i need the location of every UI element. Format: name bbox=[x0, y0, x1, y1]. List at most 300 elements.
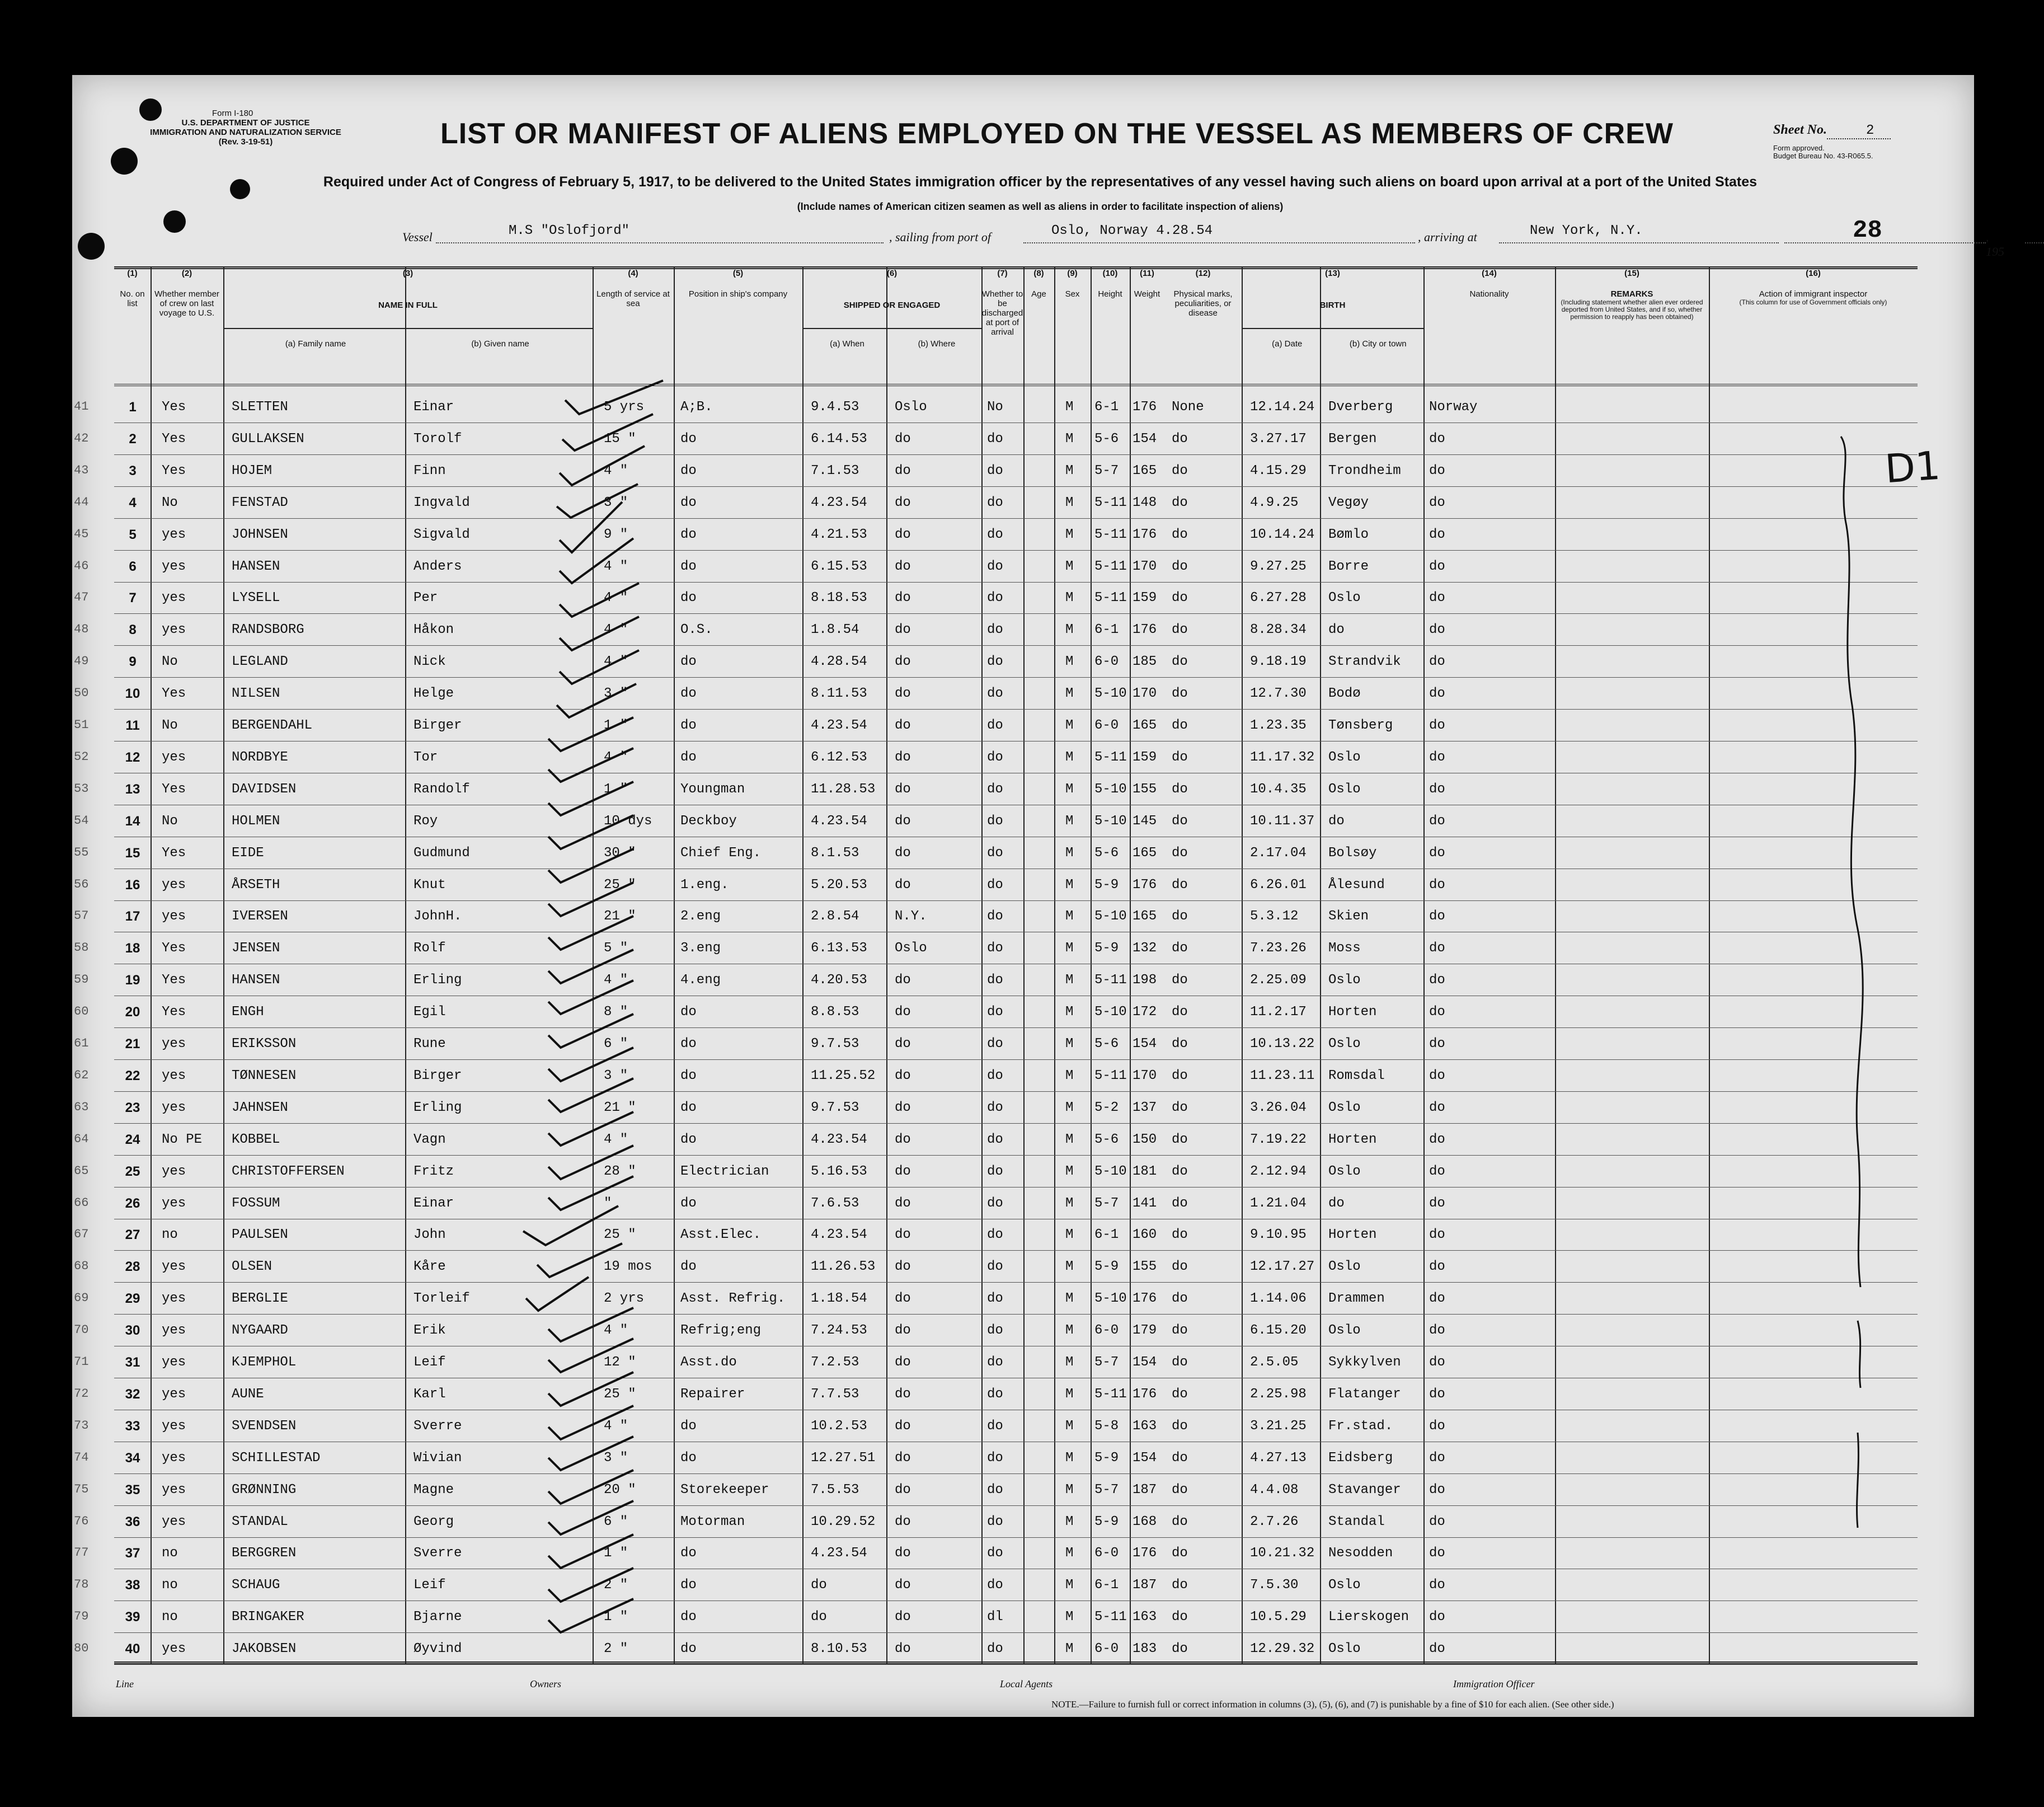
cell-marks: do bbox=[1172, 1355, 1188, 1370]
cell-no: 5 bbox=[129, 527, 137, 542]
line-number: 63 bbox=[74, 1100, 89, 1114]
arriving-label: , arriving at bbox=[1418, 230, 1477, 244]
cell-bdate: 4.9.25 bbox=[1250, 495, 1299, 510]
cell-height: 5-11 bbox=[1094, 495, 1127, 510]
cell-position: A;B. bbox=[680, 400, 713, 415]
cell-when: 7.2.53 bbox=[811, 1355, 859, 1370]
cell-nat: do bbox=[1429, 1005, 1445, 1020]
cell-no: 10 bbox=[125, 686, 140, 702]
cell-disch: do bbox=[987, 431, 1003, 447]
cell-where: N.Y. bbox=[895, 909, 927, 924]
cell-family: BERGLIE bbox=[232, 1291, 288, 1307]
cell-sex: M bbox=[1065, 400, 1074, 415]
cell-prev: yes bbox=[162, 1163, 186, 1179]
cell-disch: do bbox=[987, 1578, 1003, 1593]
cell-bdate: 12.14.24 bbox=[1250, 400, 1315, 415]
cell-disch: do bbox=[987, 1195, 1003, 1211]
cell-disch: do bbox=[987, 686, 1003, 702]
cell-no: 16 bbox=[125, 877, 140, 893]
line-number: 67 bbox=[74, 1227, 89, 1242]
cell-marks: do bbox=[1172, 781, 1188, 797]
cell-given: Helge bbox=[414, 686, 454, 702]
cell-disch: do bbox=[987, 1641, 1003, 1657]
cell-prev: yes bbox=[162, 1355, 186, 1370]
cell-bdate: 2.5.05 bbox=[1250, 1355, 1299, 1370]
cell-service: 2 " bbox=[604, 1578, 628, 1593]
cell-city: Horten bbox=[1328, 1005, 1377, 1020]
cell-city: Oslo bbox=[1328, 1641, 1361, 1657]
cell-sex: M bbox=[1065, 941, 1074, 956]
cell-given: Georg bbox=[414, 1514, 454, 1529]
cell-disch: do bbox=[987, 1005, 1003, 1020]
cell-weight: 170 bbox=[1133, 686, 1157, 702]
cell-bdate: 10.14.24 bbox=[1250, 527, 1315, 542]
cell-city: do bbox=[1328, 622, 1345, 638]
cell-position: do bbox=[680, 1036, 697, 1052]
cell-prev: Yes bbox=[162, 845, 186, 861]
inspector-mark: D1 bbox=[1883, 442, 1942, 492]
column-header: (12) Physical marks, peculiarities, or disease bbox=[1173, 269, 1233, 318]
cell-nat: do bbox=[1429, 877, 1445, 893]
cell-service: 20 " bbox=[604, 1482, 636, 1498]
line-number: 72 bbox=[74, 1386, 89, 1401]
cell-prev: yes bbox=[162, 1291, 186, 1307]
cell-marks: do bbox=[1172, 1609, 1188, 1625]
cell-height: 5-11 bbox=[1094, 973, 1127, 988]
cell-marks: do bbox=[1172, 1005, 1188, 1020]
cell-height: 5-11 bbox=[1094, 1386, 1127, 1402]
cell-weight: 137 bbox=[1133, 1100, 1157, 1115]
cell-where: do bbox=[895, 1450, 911, 1466]
cell-where: Oslo bbox=[895, 400, 927, 415]
cell-when: 4.23.54 bbox=[811, 495, 867, 510]
cell-height: 5-9 bbox=[1094, 1514, 1119, 1529]
cell-when: 10.2.53 bbox=[811, 1418, 867, 1434]
cell-nat: do bbox=[1429, 909, 1445, 924]
cell-where: do bbox=[895, 1100, 911, 1115]
cell-height: 5-9 bbox=[1094, 877, 1119, 893]
cell-prev: yes bbox=[162, 1386, 186, 1402]
cell-prev: No bbox=[162, 495, 178, 510]
cell-city: Oslo bbox=[1328, 1578, 1361, 1593]
cell-sex: M bbox=[1065, 1609, 1074, 1625]
cell-family: TØNNESEN bbox=[232, 1068, 297, 1083]
column-header: (9) Sex bbox=[1065, 269, 1080, 299]
cell-height: 6-1 bbox=[1094, 1227, 1119, 1243]
cell-when: 7.1.53 bbox=[811, 463, 859, 478]
cell-given: Vagn bbox=[414, 1132, 446, 1147]
cell-position: do bbox=[680, 463, 697, 478]
cell-no: 28 bbox=[125, 1259, 140, 1275]
column-header: (1) No. on list bbox=[120, 269, 145, 308]
cell-marks: do bbox=[1172, 845, 1188, 861]
sailing-label: , sailing from port of bbox=[889, 230, 991, 244]
column-header: (13) BIRTH (a) Date (b) City or town bbox=[1272, 269, 1407, 349]
cell-given: Finn bbox=[414, 463, 446, 478]
cell-height: 6-0 bbox=[1094, 1546, 1119, 1561]
cell-when: 8.10.53 bbox=[811, 1641, 867, 1657]
cell-where: do bbox=[895, 1641, 911, 1657]
cell-given: Wivian bbox=[414, 1450, 462, 1466]
cell-prev: yes bbox=[162, 1068, 186, 1083]
cell-service: 15 " bbox=[604, 431, 636, 447]
cell-given: Erling bbox=[414, 1100, 462, 1115]
cell-nat: do bbox=[1429, 1546, 1445, 1561]
cell-when: 8.8.53 bbox=[811, 1005, 859, 1020]
cell-position: do bbox=[680, 686, 697, 702]
cell-weight: 132 bbox=[1133, 941, 1157, 956]
cell-service: 3 " bbox=[604, 1068, 628, 1083]
cell-city: Borre bbox=[1328, 558, 1369, 574]
cell-where: do bbox=[895, 718, 911, 733]
cell-family: EIDE bbox=[232, 845, 264, 861]
cell-weight: 155 bbox=[1133, 781, 1157, 797]
cell-weight: 154 bbox=[1133, 1036, 1157, 1052]
cell-given: Egil bbox=[414, 1005, 446, 1020]
cell-prev: yes bbox=[162, 1100, 186, 1115]
cell-service: 25 " bbox=[604, 1227, 636, 1243]
cell-prev: no bbox=[162, 1227, 178, 1243]
cell-when: 7.24.53 bbox=[811, 1323, 867, 1339]
cell-disch: do bbox=[987, 527, 1003, 542]
cell-city: Oslo bbox=[1328, 590, 1361, 606]
cell-position: do bbox=[680, 718, 697, 733]
cell-city: Tønsberg bbox=[1328, 718, 1393, 733]
cell-when: 8.1.53 bbox=[811, 845, 859, 861]
cell-sex: M bbox=[1065, 877, 1074, 893]
cell-bdate: 6.27.28 bbox=[1250, 590, 1307, 606]
cell-where: do bbox=[895, 1386, 911, 1402]
cell-prev: no bbox=[162, 1546, 178, 1561]
cell-when: 6.14.53 bbox=[811, 431, 867, 447]
cell-position: do bbox=[680, 1578, 697, 1593]
cell-prev: yes bbox=[162, 622, 186, 638]
cell-prev: Yes bbox=[162, 463, 186, 478]
cell-nat: do bbox=[1429, 813, 1445, 829]
line-number: 42 bbox=[74, 431, 89, 445]
cell-where: do bbox=[895, 1514, 911, 1529]
cell-city: Oslo bbox=[1328, 1036, 1361, 1052]
cell-sex: M bbox=[1065, 1514, 1074, 1529]
cell-when: 11.28.53 bbox=[811, 781, 876, 797]
line-number: 60 bbox=[74, 1005, 89, 1019]
cell-prev: yes bbox=[162, 1514, 186, 1529]
cell-city: Eidsberg bbox=[1328, 1450, 1393, 1466]
form-dept: U.S. DEPARTMENT OF JUSTICE bbox=[181, 118, 310, 128]
cell-when: 5.16.53 bbox=[811, 1163, 867, 1179]
cell-sex: M bbox=[1065, 845, 1074, 861]
cell-disch: do bbox=[987, 654, 1003, 670]
cell-weight: 187 bbox=[1133, 1578, 1157, 1593]
cell-city: Oslo bbox=[1328, 749, 1361, 765]
cell-bdate: 3.27.17 bbox=[1250, 431, 1307, 447]
cell-weight: 176 bbox=[1133, 1291, 1157, 1307]
vessel-label: Vessel bbox=[402, 230, 433, 244]
cell-where: do bbox=[895, 813, 911, 829]
line-number: 57 bbox=[74, 909, 89, 923]
cell-weight: 172 bbox=[1133, 1005, 1157, 1020]
cell-no: 4 bbox=[129, 495, 137, 510]
cell-prev: yes bbox=[162, 1450, 186, 1466]
cell-nat: do bbox=[1429, 1068, 1445, 1083]
cell-given: Erling bbox=[414, 973, 462, 988]
cell-weight: 176 bbox=[1133, 527, 1157, 542]
cell-given: Magne bbox=[414, 1482, 454, 1498]
cell-nat: do bbox=[1429, 1514, 1445, 1529]
cell-nat: do bbox=[1429, 1418, 1445, 1434]
cell-service: 6 " bbox=[604, 1514, 628, 1529]
cell-weight: 165 bbox=[1133, 718, 1157, 733]
cell-no: 31 bbox=[125, 1355, 140, 1370]
cell-given: John bbox=[414, 1227, 446, 1243]
cell-bdate: 9.18.19 bbox=[1250, 654, 1307, 670]
cell-service: 21 " bbox=[604, 909, 636, 924]
cell-height: 5-11 bbox=[1094, 527, 1127, 542]
cell-no: 40 bbox=[125, 1641, 140, 1657]
cell-sex: M bbox=[1065, 1641, 1074, 1657]
cell-no: 19 bbox=[125, 973, 140, 988]
cell-marks: None bbox=[1172, 400, 1204, 415]
cell-bdate: 12.7.30 bbox=[1250, 686, 1307, 702]
cell-position: do bbox=[680, 558, 697, 574]
cell-disch: do bbox=[987, 1291, 1003, 1307]
cell-service: 21 " bbox=[604, 1100, 636, 1115]
cell-sex: M bbox=[1065, 527, 1074, 542]
line-number: 46 bbox=[74, 558, 89, 573]
cell-bdate: 9.10.95 bbox=[1250, 1227, 1307, 1243]
cell-city: Sykkylven bbox=[1328, 1355, 1401, 1370]
sheet-value: 2 bbox=[1827, 123, 1891, 139]
cell-given: JohnH. bbox=[414, 909, 462, 924]
cell-weight: 160 bbox=[1133, 1227, 1157, 1243]
cell-when: 8.18.53 bbox=[811, 590, 867, 606]
cell-service: 2 yrs bbox=[604, 1291, 645, 1307]
cell-prev: Yes bbox=[162, 941, 186, 956]
cell-given: Rolf bbox=[414, 941, 446, 956]
cell-where: do bbox=[895, 1546, 911, 1561]
cell-city: Bergen bbox=[1328, 431, 1377, 447]
cell-marks: do bbox=[1172, 1068, 1188, 1083]
cell-weight: 150 bbox=[1133, 1132, 1157, 1147]
officer-label: Immigration Officer bbox=[1453, 1678, 1535, 1689]
cell-height: 6-1 bbox=[1094, 400, 1119, 415]
cell-given: Bjarne bbox=[414, 1609, 462, 1625]
cell-city: Flatanger bbox=[1328, 1386, 1401, 1402]
cell-where: do bbox=[895, 463, 911, 478]
cell-no: 13 bbox=[125, 781, 140, 797]
cell-family: RANDSBORG bbox=[232, 622, 304, 638]
cell-city: Horten bbox=[1328, 1132, 1377, 1147]
cell-family: JAHNSEN bbox=[232, 1100, 288, 1115]
cell-weight: 148 bbox=[1133, 495, 1157, 510]
cell-where: do bbox=[895, 622, 911, 638]
cell-family: DAVIDSEN bbox=[232, 781, 297, 797]
cell-nat: do bbox=[1429, 686, 1445, 702]
cell-family: FENSTAD bbox=[232, 495, 288, 510]
cell-no: 14 bbox=[125, 813, 140, 829]
cell-when: do bbox=[811, 1578, 827, 1593]
line-number: 69 bbox=[74, 1291, 89, 1306]
cell-position: do bbox=[680, 1418, 697, 1434]
line-number: 75 bbox=[74, 1482, 89, 1496]
form-number: Form I-180 bbox=[212, 109, 253, 118]
cell-disch: do bbox=[987, 1100, 1003, 1115]
cell-weight: 181 bbox=[1133, 1163, 1157, 1179]
line-number: 41 bbox=[74, 400, 89, 414]
cell-marks: do bbox=[1172, 1163, 1188, 1179]
cell-height: 5-6 bbox=[1094, 845, 1119, 861]
cell-position: do bbox=[680, 1195, 697, 1211]
cell-weight: 159 bbox=[1133, 590, 1157, 606]
cell-bdate: 7.5.30 bbox=[1250, 1578, 1299, 1593]
cell-sex: M bbox=[1065, 686, 1074, 702]
cell-marks: do bbox=[1172, 973, 1188, 988]
cell-given: Birger bbox=[414, 1068, 462, 1083]
cell-city: Oslo bbox=[1328, 1259, 1361, 1275]
cell-prev: yes bbox=[162, 590, 186, 606]
cell-bdate: 4.4.08 bbox=[1250, 1482, 1299, 1498]
cell-position: do bbox=[680, 1005, 697, 1020]
page-stamp: 28 bbox=[1853, 217, 1882, 245]
line-number: 45 bbox=[74, 527, 89, 541]
cell-given: Sigvald bbox=[414, 527, 470, 542]
cell-family: ÅRSETH bbox=[232, 877, 280, 893]
year-label: , 195 bbox=[1986, 230, 2004, 259]
cell-family: HOLMEN bbox=[232, 813, 280, 829]
cell-height: 5-10 bbox=[1094, 781, 1127, 797]
cell-when: 12.27.51 bbox=[811, 1450, 876, 1466]
cell-disch: do bbox=[987, 590, 1003, 606]
cell-weight: 154 bbox=[1133, 1355, 1157, 1370]
cell-disch: do bbox=[987, 845, 1003, 861]
line-number: 62 bbox=[74, 1068, 89, 1082]
cell-sex: M bbox=[1065, 1546, 1074, 1561]
line-number: 43 bbox=[74, 463, 89, 477]
cell-bdate: 10.11.37 bbox=[1250, 813, 1315, 829]
cell-nat: do bbox=[1429, 718, 1445, 733]
cell-marks: do bbox=[1172, 1195, 1188, 1211]
sheet-label: Sheet No. bbox=[1773, 123, 1827, 137]
cell-bdate: 4.27.13 bbox=[1250, 1450, 1307, 1466]
cell-no: 26 bbox=[125, 1195, 140, 1211]
cell-family: IVERSEN bbox=[232, 909, 288, 924]
cell-height: 5-10 bbox=[1094, 1005, 1127, 1020]
cell-sex: M bbox=[1065, 1386, 1074, 1402]
cell-position: do bbox=[680, 1100, 697, 1115]
subtitle: Required under Act of Congress of February 5, 1917, to be delivered to the United States immigration officer by the representatives of any vessel having such aliens on board upon arrival at a port of the United States bbox=[323, 174, 1758, 190]
cell-family: HANSEN bbox=[232, 973, 280, 988]
cell-city: Trondheim bbox=[1328, 463, 1401, 478]
sailing-port: Oslo, Norway 4.28.54 bbox=[1051, 223, 1213, 238]
cell-prev: No bbox=[162, 654, 178, 670]
cell-height: 5-7 bbox=[1094, 1195, 1119, 1211]
cell-disch: do bbox=[987, 718, 1003, 733]
cell-height: 5-11 bbox=[1094, 749, 1127, 765]
cell-height: 6-0 bbox=[1094, 1641, 1119, 1657]
cell-marks: do bbox=[1172, 527, 1188, 542]
cell-weight: 163 bbox=[1133, 1609, 1157, 1625]
cell-nat: do bbox=[1429, 1036, 1445, 1052]
cell-prev: yes bbox=[162, 909, 186, 924]
cell-service: 3 " bbox=[604, 495, 628, 510]
cell-family: AUNE bbox=[232, 1386, 264, 1402]
cell-where: do bbox=[895, 1163, 911, 1179]
cell-disch: do bbox=[987, 781, 1003, 797]
cell-service: 4 " bbox=[604, 1418, 628, 1434]
cell-service: 1 " bbox=[604, 718, 628, 733]
cell-marks: do bbox=[1172, 813, 1188, 829]
cell-service: 1 " bbox=[604, 1546, 628, 1561]
cell-when: 7.7.53 bbox=[811, 1386, 859, 1402]
cell-bdate: 11.17.32 bbox=[1250, 749, 1315, 765]
line-number: 52 bbox=[74, 749, 89, 764]
cell-height: 6-0 bbox=[1094, 654, 1119, 670]
cell-sex: M bbox=[1065, 1323, 1074, 1339]
cell-city: Lierskogen bbox=[1328, 1609, 1409, 1625]
cell-where: do bbox=[895, 527, 911, 542]
cell-when: 5.20.53 bbox=[811, 877, 867, 893]
cell-sex: M bbox=[1065, 973, 1074, 988]
line-number: 59 bbox=[74, 973, 89, 987]
line-number: 76 bbox=[74, 1514, 89, 1528]
cell-when: 9.7.53 bbox=[811, 1036, 859, 1052]
vessel-name: M.S "Oslofjord" bbox=[509, 223, 630, 238]
cell-city: Bømlo bbox=[1328, 527, 1369, 542]
cell-where: do bbox=[895, 1005, 911, 1020]
cell-bdate: 6.15.20 bbox=[1250, 1323, 1307, 1339]
cell-no: 2 bbox=[129, 431, 137, 447]
cell-position: do bbox=[680, 1641, 697, 1657]
cell-city: Nesodden bbox=[1328, 1546, 1393, 1561]
cell-bdate: 7.19.22 bbox=[1250, 1132, 1307, 1147]
cell-service: 5 yrs bbox=[604, 400, 645, 415]
column-header: (8) Age bbox=[1031, 269, 1046, 299]
cell-sex: M bbox=[1065, 1291, 1074, 1307]
cell-no: 27 bbox=[125, 1227, 140, 1243]
cell-family: GRØNNING bbox=[232, 1482, 297, 1498]
cell-family: ENGH bbox=[232, 1005, 264, 1020]
cell-nat: do bbox=[1429, 495, 1445, 510]
cell-disch: do bbox=[987, 1227, 1003, 1243]
cell-marks: do bbox=[1172, 558, 1188, 574]
cell-bdate: 8.28.34 bbox=[1250, 622, 1307, 638]
line-number: 51 bbox=[74, 718, 89, 732]
cell-height: 5-7 bbox=[1094, 463, 1119, 478]
cell-marks: do bbox=[1172, 463, 1188, 478]
cell-disch: do bbox=[987, 877, 1003, 893]
cell-bdate: 11.23.11 bbox=[1250, 1068, 1315, 1083]
cell-given: Karl bbox=[414, 1386, 446, 1402]
cell-given: Håkon bbox=[414, 622, 454, 638]
cell-given: Leif bbox=[414, 1578, 446, 1593]
cell-given: Øyvind bbox=[414, 1641, 462, 1657]
cell-position: Refrig;eng bbox=[680, 1323, 762, 1339]
cell-sex: M bbox=[1065, 781, 1074, 797]
cell-where: do bbox=[895, 1132, 911, 1147]
cell-where: do bbox=[895, 1609, 911, 1625]
cell-bdate: 2.17.04 bbox=[1250, 845, 1307, 861]
cell-nat: do bbox=[1429, 749, 1445, 765]
cell-weight: 170 bbox=[1133, 1068, 1157, 1083]
cell-when: 7.5.53 bbox=[811, 1482, 859, 1498]
cell-prev: Yes bbox=[162, 431, 186, 447]
cell-disch: do bbox=[987, 1068, 1003, 1083]
cell-service: 12 " bbox=[604, 1355, 636, 1370]
cell-given: Knut bbox=[414, 877, 446, 893]
cell-given: Per bbox=[414, 590, 438, 606]
cell-sex: M bbox=[1065, 1259, 1074, 1275]
cell-nat: do bbox=[1429, 781, 1445, 797]
